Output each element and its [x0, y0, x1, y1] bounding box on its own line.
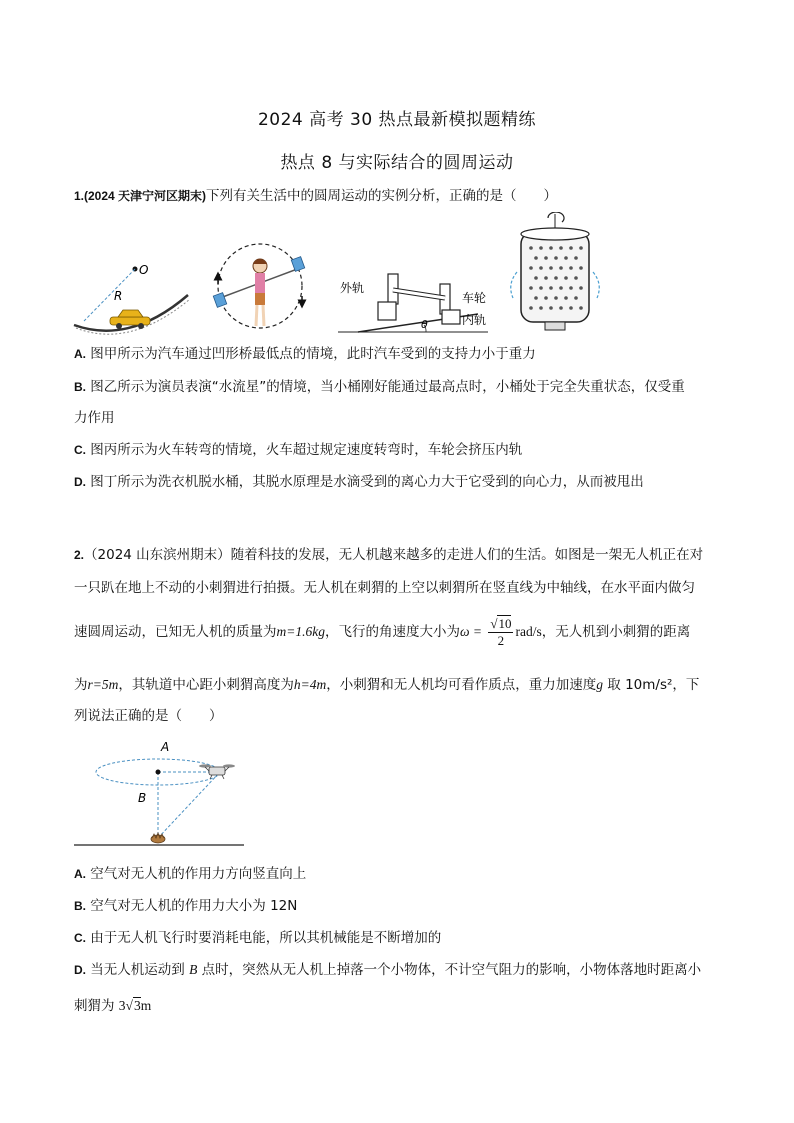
q2-option-d: D. 当无人机运动到 B 点时，突然从无人机上掉落一个小物体，不计空气阻力的影响，小物体落地时距离小 — [74, 962, 702, 978]
page-subtitle: 热点 8 与实际结合的圆周运动 — [280, 153, 514, 173]
figure-water-meteor — [210, 228, 310, 338]
figure-concave-bridge — [70, 255, 195, 335]
q1-option-c: C. 图丙所示为火车转弯的情境，火车超过规定速度转弯时，车轮会挤压内轨 — [74, 442, 523, 458]
question-2-line-3: 速圆周运动，已知无人机的质量为m=1.6kg，飞行的角速度大小为ω = $\frac{√10}{2}$ rad/s，无人机到小刺猬的距离 — [74, 615, 691, 648]
question-number: 1. — [74, 189, 85, 203]
q1-option-b: B. 图乙所示为演员表演“水流星”的情境，当小桶刚好能通过最高点时，小桶处于完全失重状态，仅受重 — [74, 379, 685, 395]
label-a: A — [161, 740, 170, 754]
label-radius: R — [114, 289, 123, 303]
question-number: 2. — [74, 548, 85, 562]
question-2-line-2: 一只趴在地上不动的小刺猬进行拍摄。无人机在刺猬的上空以刺猬所在竖直线为中轴线，在水平面内做匀 — [74, 580, 695, 596]
q1-option-a: A. 图甲所示为汽车通过凹形桥最低点的情境，此时汽车受到的支持力小于重力 — [74, 346, 536, 362]
car-icon — [110, 310, 150, 329]
q1-option-b-cont: 力作用 — [74, 410, 115, 426]
q2-option-a: A. 空气对无人机的作用力方向竖直向上 — [74, 866, 307, 882]
question-text: 下列有关生活中的圆周运动的实例分析，正确的是（ ） — [206, 188, 558, 204]
q2-option-b: B. 空气对无人机的作用力大小为 12N — [74, 898, 298, 914]
page-title: 2024 高考 30 热点最新模拟题精练 — [257, 110, 537, 130]
question-2-line-4: 为r=5m，其轨道中心距小刺猬高度为h=4m，小刺猬和无人机均可看作质点，重力加速度g 取 10m/s²，下 — [74, 677, 700, 693]
label-center: O — [139, 263, 149, 277]
label-inner-rail: 内轨 — [462, 313, 487, 327]
figure-spin-dryer — [505, 212, 605, 337]
label-angle: θ — [421, 318, 428, 331]
question-source: (2024 天津宁河区期末) — [84, 189, 207, 203]
label-b: B — [138, 791, 147, 805]
question-1-stem — [74, 186, 734, 206]
figure-drone-orbit — [72, 735, 252, 853]
label-wheel: 车轮 — [462, 291, 487, 305]
label-outer-rail: 外轨 — [340, 281, 365, 295]
performer-icon — [253, 259, 267, 326]
omega-fraction: $\frac{√10}{2}$ — [490, 615, 512, 648]
q2-option-c: C. 由于无人机飞行时要消耗电能，所以其机械能是不断增加的 — [74, 930, 442, 946]
q1-option-d: D. 图丁所示为洗衣机脱水桶，其脱水原理是水滴受到的离心力大于它受到的向心力，从而被甩出 — [74, 474, 644, 490]
question-2-line-5: 列说法正确的是（ ） — [74, 708, 223, 724]
q2-option-d-cont: 刺猬为 3√3m — [74, 998, 152, 1014]
wheel-axle-icon — [378, 274, 460, 324]
question-2-line-1: 2.（2024 山东滨州期末）随着科技的发展，无人机越来越多的走进人们的生活。如图是一架无人机正在对 — [74, 547, 704, 563]
figure-rail-turn — [338, 262, 503, 340]
